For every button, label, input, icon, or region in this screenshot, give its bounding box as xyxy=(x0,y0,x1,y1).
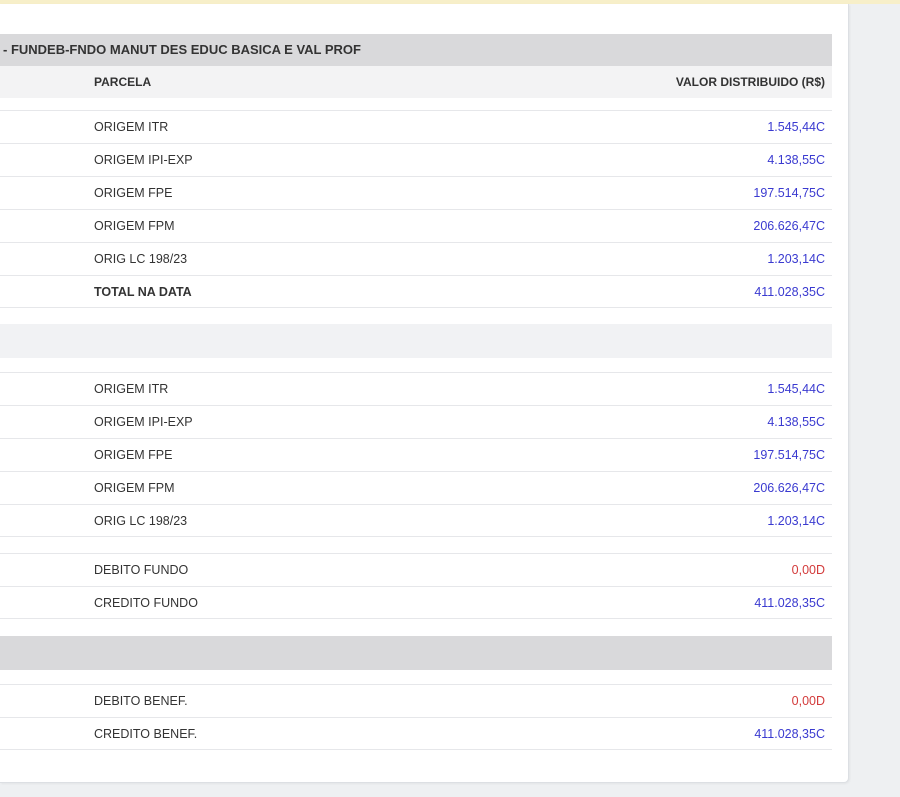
parcela-label: ORIGEM IPI-EXP xyxy=(94,153,193,167)
column-header-valor: VALOR DISTRIBUIDO (R$) xyxy=(675,75,825,89)
parcela-label: ORIGEM IPI-EXP xyxy=(94,415,193,429)
section-separator xyxy=(0,324,832,358)
table-row xyxy=(0,209,832,242)
parcela-label: ORIG LC 198/23 xyxy=(94,252,188,266)
parcela-label: CREDITO FUNDO xyxy=(94,596,198,610)
valor-distribuido: 1.545,44C xyxy=(767,382,825,396)
table-row xyxy=(0,242,832,275)
table-row xyxy=(0,176,832,209)
table-row xyxy=(0,586,832,619)
table-row xyxy=(0,372,832,405)
table-row xyxy=(0,143,832,176)
valor-distribuido: 206.626,47C xyxy=(753,481,825,495)
table-row xyxy=(0,110,832,143)
valor-distribuido: 4.138,55C xyxy=(767,153,825,167)
table-row xyxy=(0,717,832,750)
parcela-label: DEBITO BENEF. xyxy=(94,694,188,708)
table-row xyxy=(0,504,832,537)
column-header-row xyxy=(0,66,832,98)
parcela-label: ORIGEM ITR xyxy=(94,120,169,134)
parcela-label: ORIGEM FPE xyxy=(94,186,173,200)
valor-distribuido: 206.626,47C xyxy=(753,219,825,233)
valor-distribuido: 1.203,14C xyxy=(767,252,825,266)
valor-debito: 0,00D xyxy=(791,563,825,577)
parcela-label: CREDITO BENEF. xyxy=(94,727,198,741)
table-row xyxy=(0,471,832,504)
table-row-total xyxy=(0,275,832,308)
parcela-label: DEBITO FUNDO xyxy=(94,563,189,577)
column-header-parcela: PARCELA xyxy=(94,75,152,89)
valor-distribuido: 197.514,75C xyxy=(753,448,825,462)
table-row xyxy=(0,684,832,717)
total-value: 411.028,35C xyxy=(754,285,825,299)
parcela-label: ORIGEM FPE xyxy=(94,448,173,462)
valor-distribuido: 1.203,14C xyxy=(767,514,825,528)
table-row xyxy=(0,405,832,438)
parcela-label: ORIGEM ITR xyxy=(94,382,169,396)
table-row xyxy=(0,438,832,471)
parcela-label: ORIG LC 198/23 xyxy=(94,514,188,528)
valor-debito: 0,00D xyxy=(791,694,825,708)
valor-credito: 411.028,35C xyxy=(754,727,825,741)
valor-distribuido: 1.545,44C xyxy=(767,120,825,134)
parcela-label: ORIGEM FPM xyxy=(94,219,175,233)
table-row xyxy=(0,553,832,586)
valor-distribuido: 197.514,75C xyxy=(753,186,825,200)
valor-credito: 411.028,35C xyxy=(754,596,825,610)
total-label: TOTAL NA DATA xyxy=(94,285,192,299)
valor-distribuido: 4.138,55C xyxy=(767,415,825,429)
table-title: - FUNDEB-FNDO MANUT DES EDUC BASICA E VAL PROF xyxy=(0,34,832,66)
distribution-table-card xyxy=(0,4,849,783)
section-header-band xyxy=(0,636,832,670)
parcela-label: ORIGEM FPM xyxy=(94,481,175,495)
